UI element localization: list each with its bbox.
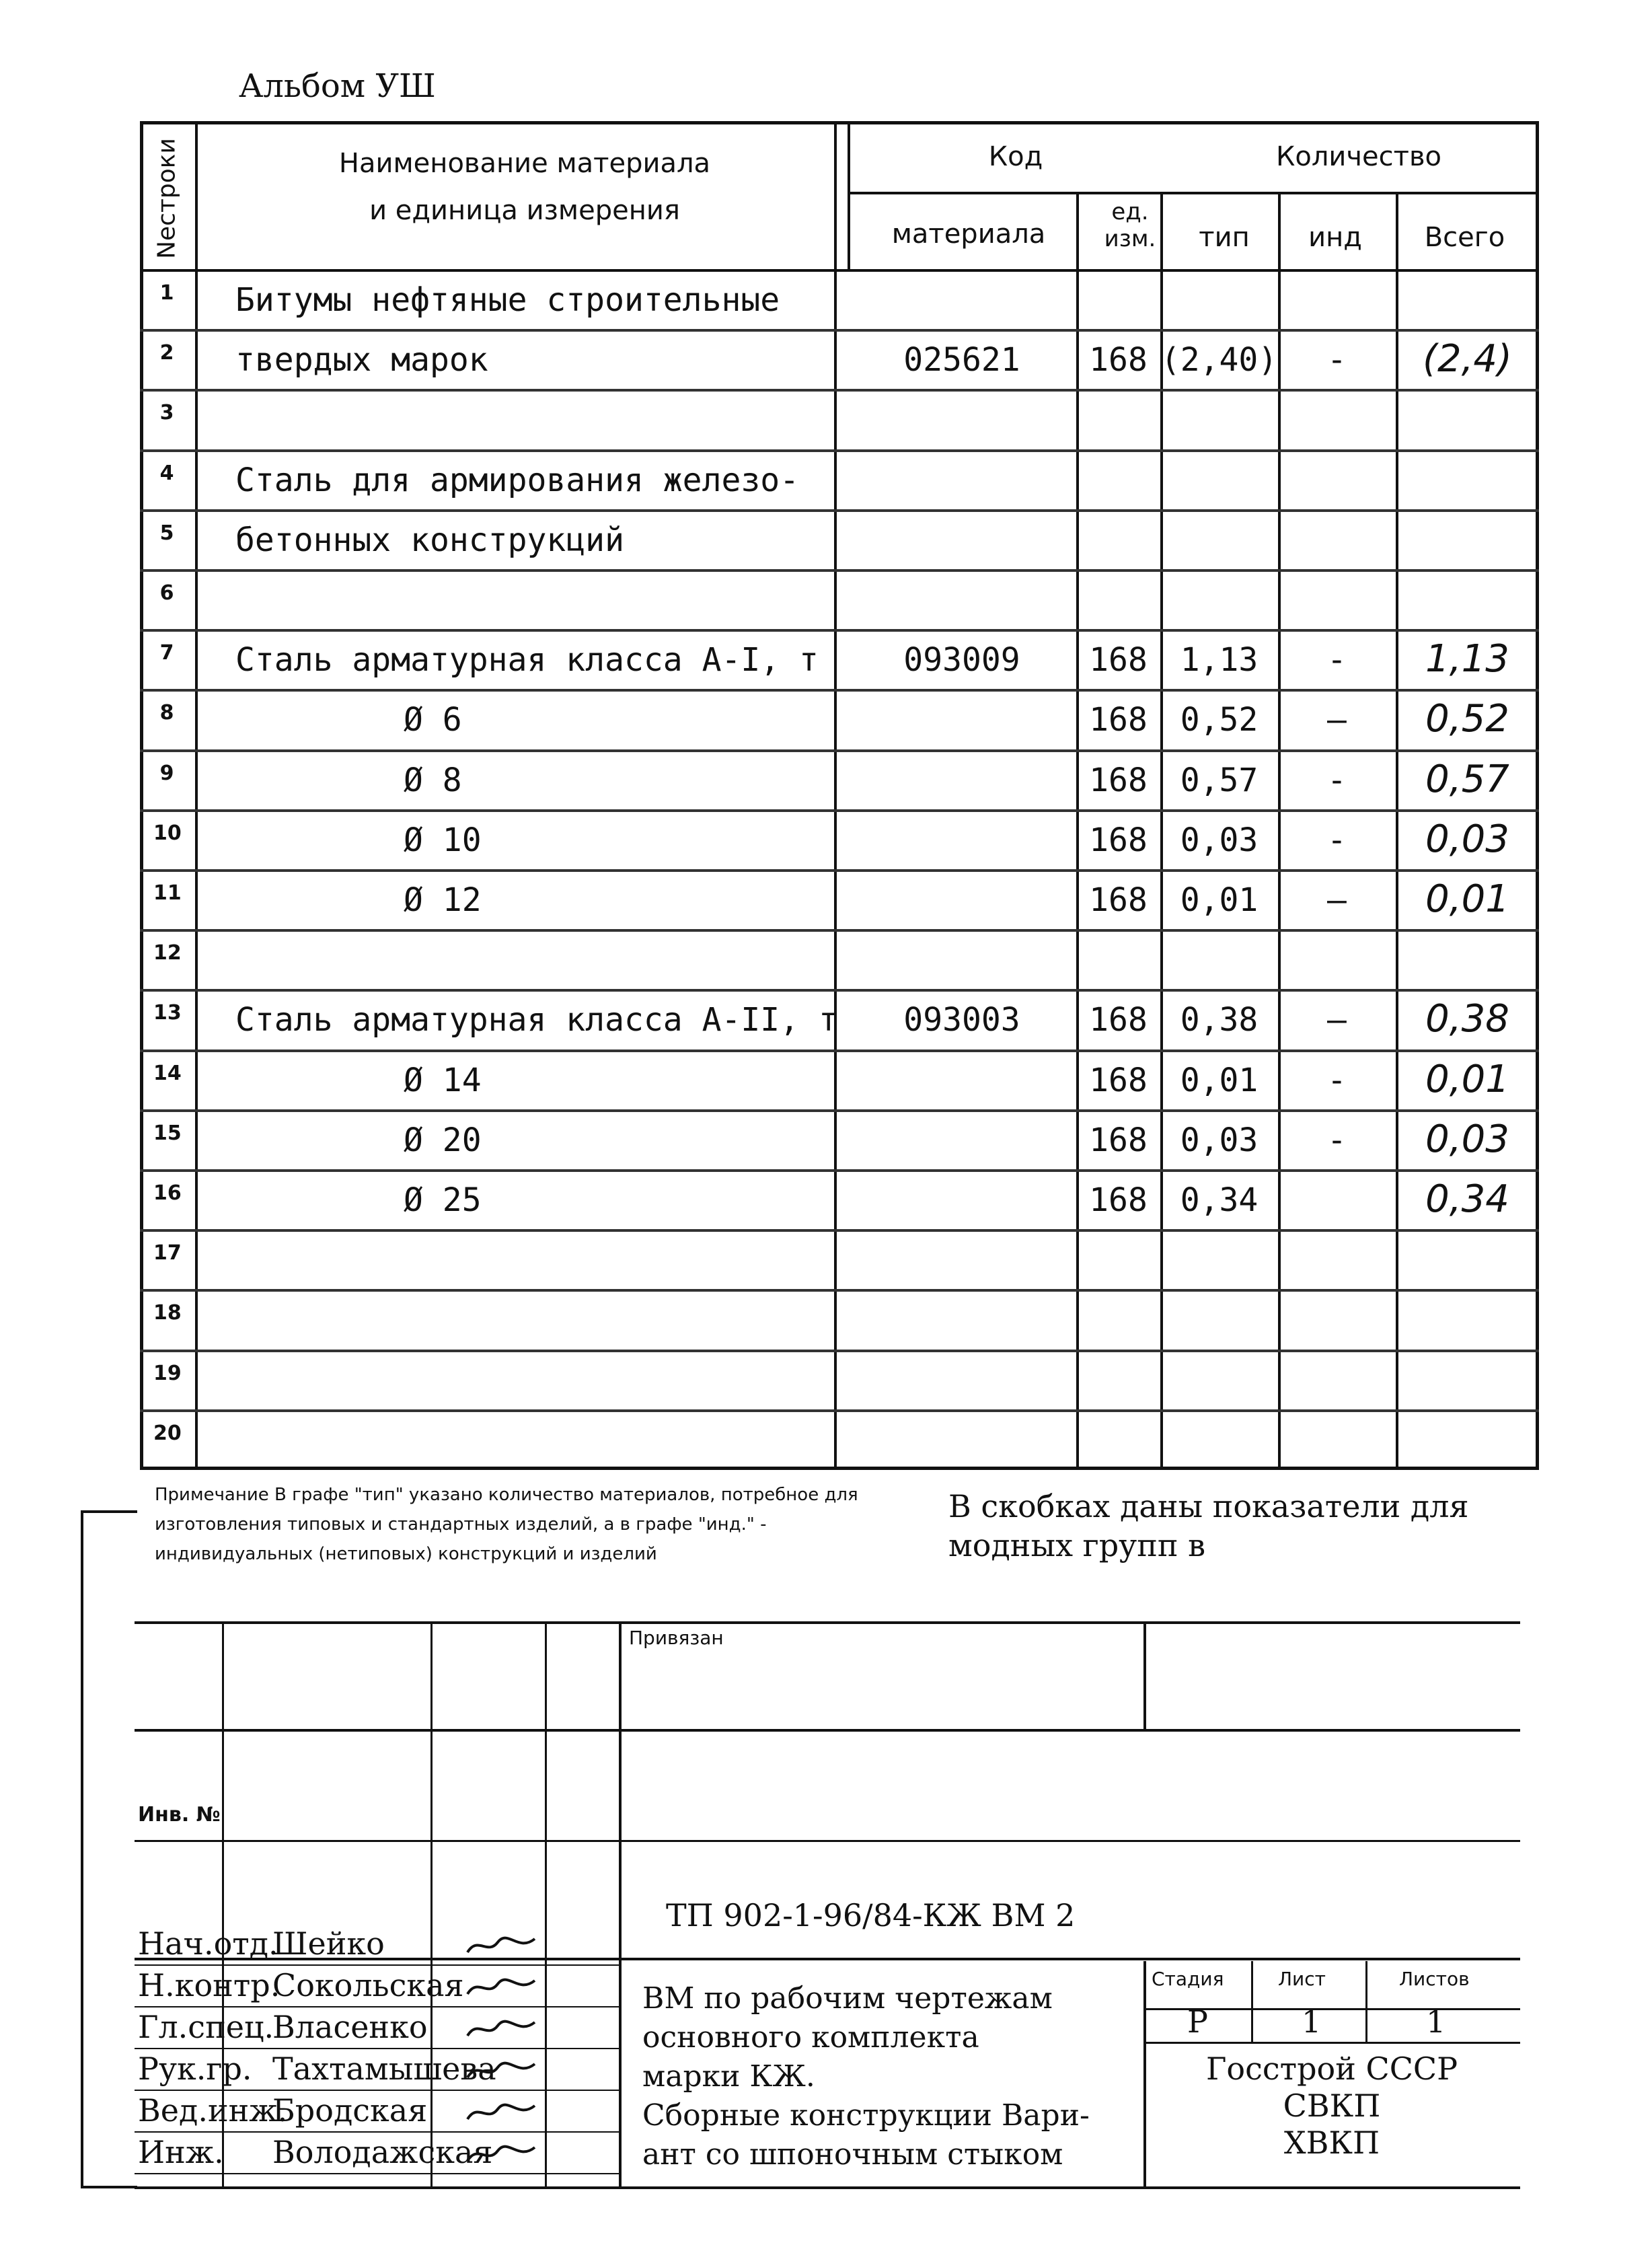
note-brackets: В скобках даны показатели для модных групп в [948, 1488, 1469, 1563]
row-number: 3 [159, 401, 174, 425]
row-number: 11 [153, 881, 182, 905]
role-title: Рук.гр. [138, 2051, 252, 2087]
unit-code: 168 [1089, 1121, 1148, 1159]
unit-code: 168 [1089, 1181, 1148, 1219]
row-divider [140, 509, 1539, 512]
qty-tip: 0,34 [1180, 1181, 1259, 1219]
qty-ind: - [1327, 761, 1347, 799]
role-name: Шейко [272, 1925, 385, 1962]
row-number: 19 [153, 1361, 182, 1385]
inventory-label: Инв. № [138, 1803, 221, 1827]
sheets-label: Листов [1399, 1968, 1470, 1990]
album-label: Альбом УШ [239, 67, 436, 105]
stamp-vline [545, 1621, 547, 2186]
role-line [135, 2173, 619, 2174]
material-name: Сталь для армирования железо- [235, 461, 800, 499]
material-code: 025621 [903, 341, 1020, 379]
role-name: Бродская [272, 2092, 428, 2129]
qty-total: 0,01 [1425, 877, 1509, 921]
qty-total: 0,34 [1425, 1177, 1509, 1221]
row-divider [140, 1350, 1539, 1352]
privyazan-label: Привязан [629, 1627, 724, 1649]
stamp-vline [1143, 1621, 1146, 1729]
row-divider [140, 1109, 1539, 1112]
qty-total: 0,03 [1425, 817, 1509, 861]
document-code: ТП 902-1-96/84-КЖ ВМ 2 [666, 1897, 1076, 1933]
name-header-line2: и единица измерения [369, 195, 680, 226]
qty-ind: - [1327, 341, 1347, 379]
row-divider [140, 389, 1539, 392]
stamp-line [135, 1840, 1520, 1842]
row-number: 10 [153, 821, 182, 845]
row-divider [140, 749, 1539, 752]
grid-line [834, 121, 837, 1470]
stamp-top-line [135, 1621, 1520, 1624]
total-header: Всего [1424, 222, 1505, 253]
row-divider [140, 329, 1539, 332]
stamp-line [1143, 2042, 1520, 2044]
qty-ind: - [1327, 1121, 1347, 1159]
qty-ind: - [1327, 641, 1347, 679]
material-name: твердых марок [235, 341, 488, 379]
sheets-value: 1 [1426, 2003, 1446, 2040]
material-code: 093009 [903, 641, 1020, 679]
grid-line [195, 121, 198, 1470]
role-title: Гл.спец. [138, 2009, 274, 2045]
qty-total: 1,13 [1425, 637, 1509, 681]
grid-line [848, 192, 1539, 194]
role-title: Инж. [138, 2134, 224, 2170]
stamp-vline [1251, 1961, 1253, 2042]
qty-total: 0,57 [1425, 757, 1509, 801]
material-name: Ø 8 [404, 761, 462, 799]
unit-code: 168 [1089, 761, 1148, 799]
unit-code: 168 [1089, 881, 1148, 919]
qty-ind: — [1327, 881, 1347, 919]
organization-line: СВКП [1283, 2088, 1381, 2124]
material-name: Ø 25 [404, 1181, 482, 1219]
row-number: 20 [153, 1421, 182, 1445]
row-divider [140, 569, 1539, 572]
stamp-line [135, 1729, 1520, 1732]
row-divider [140, 629, 1539, 632]
sheet-title-line: Сборные конструкции Вари- [642, 2098, 1090, 2133]
material-name: Ø 12 [404, 881, 482, 919]
qty-tip: 0,01 [1180, 881, 1259, 919]
sheet-title-line: марки КЖ. [642, 2059, 815, 2094]
unit-header-2: изм. [1104, 225, 1156, 252]
sheet-label: Лист [1278, 1968, 1326, 1990]
role-name: Власенко [272, 2009, 428, 2045]
unit-code: 168 [1089, 341, 1148, 379]
qty-total: 0,01 [1425, 1057, 1509, 1101]
role-title: Нач.отд. [138, 1925, 278, 1962]
role-line [135, 2090, 619, 2091]
qty-total: (2,4) [1423, 337, 1512, 381]
qty-tip: 0,52 [1180, 701, 1259, 739]
sheet-title-line: ант со шпоночным стыком [642, 2137, 1063, 2172]
role-line [135, 2006, 619, 2007]
material-name: Ø 6 [404, 701, 462, 739]
row-number: 2 [159, 341, 174, 365]
qty-total: 0,03 [1425, 1117, 1509, 1161]
row-number: 1 [159, 281, 174, 305]
note-text: Примечание В графе "тип" указано количество материалов, потребное для изготовления типовых и стандартных изделий, а в графе "инд." - индивидуальных (нетиповых) конструкций и изделий [155, 1485, 858, 1564]
unit-code: 168 [1089, 821, 1148, 859]
sheet-title-line: основного комплекта [642, 2020, 979, 2055]
stamp-vline [430, 1621, 433, 2186]
row-number: 4 [159, 461, 174, 485]
row-divider [140, 1409, 1539, 1412]
role-title: Н.контр. [138, 1967, 280, 2003]
row-divider [140, 1169, 1539, 1172]
material-name: Битумы нефтяные строительные [235, 281, 780, 319]
signature-icon [464, 2057, 538, 2084]
row-divider [140, 689, 1539, 692]
organization-line: ХВКП [1283, 2125, 1380, 2161]
role-name: Володажская [272, 2134, 493, 2170]
qty-tip: 0,57 [1180, 761, 1259, 799]
material-name: Ø 20 [404, 1121, 482, 1159]
unit-header-1: ед. [1111, 198, 1149, 225]
unit-code: 168 [1089, 1061, 1148, 1099]
grid-line [848, 121, 850, 269]
signature-icon [464, 1932, 538, 1959]
quantity-header: Количество [1275, 141, 1441, 172]
row-number: 12 [153, 941, 182, 965]
qty-ind: - [1327, 1061, 1347, 1099]
role-name: Сокольская [272, 1967, 464, 2003]
signature-icon [464, 2141, 538, 2168]
stage-value: Р [1187, 2003, 1208, 2040]
tip-header: тип [1199, 222, 1250, 253]
row-divider [140, 809, 1539, 812]
organization-line: Госстрой СССР [1205, 2051, 1458, 2087]
row-number: 8 [159, 701, 174, 725]
unit-code: 168 [1089, 641, 1148, 679]
role-name: Тахтамышева [272, 2051, 496, 2087]
material-code: 093003 [903, 1001, 1020, 1039]
stamp-vline [619, 1621, 622, 2186]
row-number: 18 [153, 1301, 182, 1325]
qty-tip: 0,01 [1180, 1061, 1259, 1099]
role-line [135, 2131, 619, 2133]
qty-tip: (2,40) [1160, 341, 1278, 379]
qty-ind: — [1327, 1001, 1347, 1039]
sheet-title-line: ВМ по рабочим чертежам [642, 1981, 1053, 2016]
material-name: Ø 10 [404, 821, 482, 859]
row-number: 17 [153, 1241, 182, 1265]
material-header: материала [891, 219, 1046, 250]
rows-header: Nестроки [153, 138, 181, 259]
material-name: Сталь арматурная класса А-I, т [235, 641, 819, 679]
code-header: Код [988, 141, 1043, 172]
qty-tip: 0,03 [1180, 1121, 1259, 1159]
role-line [135, 2048, 619, 2049]
row-number: 14 [153, 1061, 182, 1085]
qty-ind: - [1327, 821, 1347, 859]
row-divider [140, 989, 1539, 992]
signature-icon [464, 1974, 538, 2001]
qty-tip: 1,13 [1180, 641, 1259, 679]
signature-icon [464, 2016, 538, 2042]
row-number: 16 [153, 1181, 182, 1205]
qty-total: 0,52 [1425, 697, 1509, 741]
stage-label: Стадия [1152, 1968, 1224, 1990]
row-number: 7 [159, 641, 174, 665]
material-name: Ø 14 [404, 1061, 482, 1099]
row-number: 9 [159, 761, 174, 785]
qty-tip: 0,38 [1180, 1001, 1259, 1039]
ind-header: инд [1308, 222, 1362, 253]
role-title: Вед.инж. [138, 2092, 288, 2129]
row-divider [140, 929, 1539, 932]
material-name: бетонных конструкций [235, 521, 624, 559]
row-divider [140, 1289, 1539, 1292]
row-divider [140, 449, 1539, 452]
name-header-line1: Наименование материала [338, 148, 711, 179]
stamp-side [81, 1510, 137, 2188]
qty-total: 0,38 [1425, 997, 1509, 1041]
row-number: 15 [153, 1121, 182, 1145]
qty-ind: — [1327, 701, 1347, 739]
material-name: Сталь арматурная класса А-II, т [235, 1001, 838, 1039]
row-number: 6 [159, 581, 174, 605]
unit-code: 168 [1089, 1001, 1148, 1039]
row-divider [140, 869, 1539, 872]
role-line [135, 1964, 619, 1966]
row-number: 13 [153, 1001, 182, 1025]
unit-code: 168 [1089, 701, 1148, 739]
stamp-vline [1365, 1961, 1367, 2042]
sheet-value: 1 [1302, 2003, 1322, 2040]
stamp-bottom [135, 2186, 1520, 2189]
signature-icon [464, 2099, 538, 2126]
grid-line [140, 269, 1539, 272]
row-divider [140, 1229, 1539, 1232]
row-divider [140, 1049, 1539, 1052]
row-number: 5 [159, 521, 174, 545]
qty-tip: 0,03 [1180, 821, 1259, 859]
